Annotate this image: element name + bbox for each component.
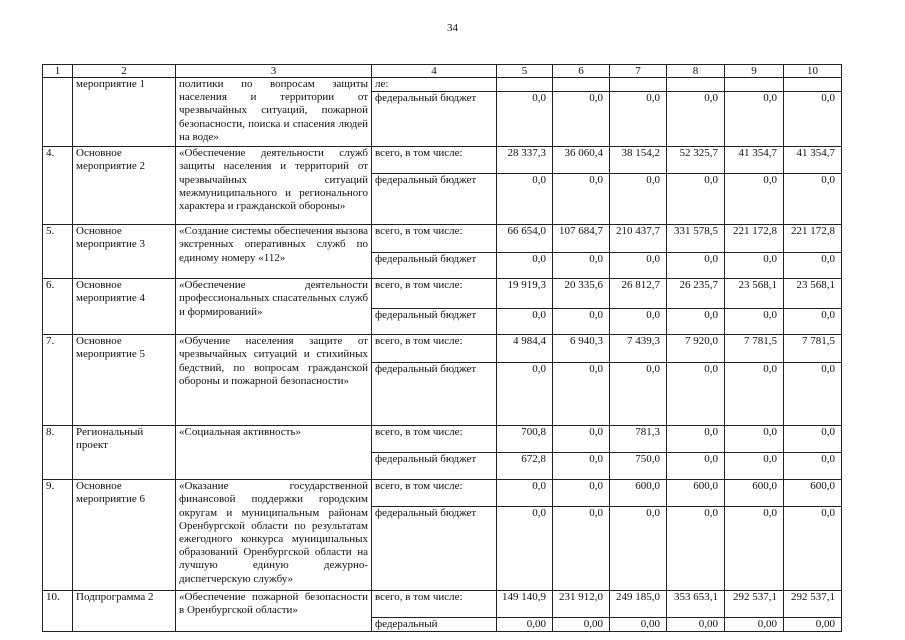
column-number-header xyxy=(43,65,842,78)
value-cell: 6 940,3 xyxy=(553,335,610,363)
column-header-7: 7 xyxy=(610,65,667,78)
funding-source-label: федеральный xyxy=(372,618,497,632)
value-cell: 0,00 xyxy=(553,618,610,632)
funding-source-label: федеральный бюджет xyxy=(372,507,497,591)
value-cell: 0,0 xyxy=(784,92,842,147)
value-cell: 0,0 xyxy=(725,363,784,426)
value-cell: 0,0 xyxy=(667,426,725,453)
table-row xyxy=(43,147,842,174)
value-cell: 331 578,5 xyxy=(667,225,725,253)
row-description: «Социальная активность» xyxy=(176,426,372,480)
value-cell: 0,0 xyxy=(497,363,553,426)
funding-source-label: федеральный бюджет xyxy=(372,174,497,225)
table-row xyxy=(43,78,842,92)
value-cell: 0,0 xyxy=(784,253,842,279)
funding-source-label: федеральный бюджет xyxy=(372,92,497,147)
funding-source-label: всего, в том числе: xyxy=(372,426,497,453)
column-header-5: 5 xyxy=(497,65,553,78)
funding-source-label: всего, в том числе: xyxy=(372,279,497,309)
value-cell: 292 537,1 xyxy=(784,591,842,618)
value-cell: 0,00 xyxy=(725,618,784,632)
value-cell: 0,0 xyxy=(725,174,784,225)
value-cell: 0,0 xyxy=(667,174,725,225)
value-cell: 0,0 xyxy=(784,363,842,426)
value-cell: 0,0 xyxy=(725,253,784,279)
value-cell: 41 354,7 xyxy=(784,147,842,174)
value-cell: 107 684,7 xyxy=(553,225,610,253)
value-cell: 0,0 xyxy=(667,92,725,147)
value-cell: 0,00 xyxy=(497,618,553,632)
value-cell: 0,0 xyxy=(497,253,553,279)
row-description: «Обеспечение деятельности профессиональных спасательных служб и формирований» xyxy=(176,279,372,335)
row-number: 4. xyxy=(43,147,73,225)
value-cell: 0,00 xyxy=(784,618,842,632)
value-cell xyxy=(497,78,553,92)
row-number: 5. xyxy=(43,225,73,279)
value-cell: 600,0 xyxy=(667,480,725,507)
value-cell: 0,0 xyxy=(610,92,667,147)
budget-table xyxy=(42,64,842,632)
value-cell: 36 060,4 xyxy=(553,147,610,174)
row-name: Основное мероприятие 2 xyxy=(73,147,176,225)
value-cell: 231 912,0 xyxy=(553,591,610,618)
value-cell: 0,0 xyxy=(667,453,725,480)
value-cell: 600,0 xyxy=(784,480,842,507)
value-cell: 292 537,1 xyxy=(725,591,784,618)
value-cell: 41 354,7 xyxy=(725,147,784,174)
column-header-8: 8 xyxy=(667,65,725,78)
funding-source-label: всего, в том числе: xyxy=(372,591,497,618)
row-name: Подпрограмма 2 xyxy=(73,591,176,632)
value-cell xyxy=(725,78,784,92)
value-cell: 52 325,7 xyxy=(667,147,725,174)
row-number xyxy=(43,78,73,147)
value-cell: 4 984,4 xyxy=(497,335,553,363)
value-cell: 66 654,0 xyxy=(497,225,553,253)
row-number: 7. xyxy=(43,335,73,426)
value-cell: 249 185,0 xyxy=(610,591,667,618)
value-cell: 20 335,6 xyxy=(553,279,610,309)
value-cell: 0,00 xyxy=(610,618,667,632)
row-description: «Создание системы обеспечения вызова экстренных оперативных служб по единому номеру «112» xyxy=(176,225,372,279)
value-cell: 0,0 xyxy=(610,363,667,426)
value-cell: 0,00 xyxy=(667,618,725,632)
value-cell: 221 172,8 xyxy=(725,225,784,253)
value-cell: 0,0 xyxy=(497,309,553,335)
value-cell: 0,0 xyxy=(553,426,610,453)
funding-source-label: всего, в том числе: xyxy=(372,335,497,363)
value-cell: 0,0 xyxy=(497,174,553,225)
value-cell xyxy=(610,78,667,92)
column-header-4: 4 xyxy=(372,65,497,78)
value-cell: 0,0 xyxy=(610,507,667,591)
funding-source-label: всего, в том числе: xyxy=(372,225,497,253)
row-name: мероприятие 1 xyxy=(73,78,176,147)
value-cell: 210 437,7 xyxy=(610,225,667,253)
value-cell: 23 568,1 xyxy=(784,279,842,309)
value-cell xyxy=(553,78,610,92)
table-row xyxy=(43,279,842,309)
value-cell: 0,0 xyxy=(610,174,667,225)
row-name: Основное мероприятие 4 xyxy=(73,279,176,335)
value-cell: 0,0 xyxy=(553,363,610,426)
column-header-6: 6 xyxy=(553,65,610,78)
value-cell: 0,0 xyxy=(610,253,667,279)
table-row xyxy=(43,480,842,507)
value-cell: 7 439,3 xyxy=(610,335,667,363)
value-cell: 0,0 xyxy=(784,426,842,453)
value-cell: 0,0 xyxy=(667,363,725,426)
value-cell: 0,0 xyxy=(497,92,553,147)
value-cell: 26 235,7 xyxy=(667,279,725,309)
value-cell: 0,0 xyxy=(667,309,725,335)
value-cell: 0,0 xyxy=(725,309,784,335)
value-cell: 0,0 xyxy=(553,507,610,591)
funding-source-label: ле: xyxy=(372,78,497,92)
value-cell: 700,8 xyxy=(497,426,553,453)
value-cell: 750,0 xyxy=(610,453,667,480)
value-cell: 7 920,0 xyxy=(667,335,725,363)
table-row xyxy=(43,225,842,253)
row-name: Основное мероприятие 5 xyxy=(73,335,176,426)
value-cell: 600,0 xyxy=(725,480,784,507)
column-header-1: 1 xyxy=(43,65,73,78)
value-cell xyxy=(784,78,842,92)
row-name: Региональный проект xyxy=(73,426,176,480)
value-cell: 28 337,3 xyxy=(497,147,553,174)
value-cell: 672,8 xyxy=(497,453,553,480)
row-number: 9. xyxy=(43,480,73,591)
value-cell: 0,0 xyxy=(784,174,842,225)
table-row xyxy=(43,426,842,453)
value-cell: 38 154,2 xyxy=(610,147,667,174)
value-cell: 0,0 xyxy=(725,507,784,591)
value-cell: 0,0 xyxy=(553,480,610,507)
funding-source-label: федеральный бюджет xyxy=(372,309,497,335)
value-cell: 149 140,9 xyxy=(497,591,553,618)
value-cell: 0,0 xyxy=(725,426,784,453)
value-cell: 0,0 xyxy=(553,174,610,225)
value-cell xyxy=(667,78,725,92)
table-row xyxy=(43,591,842,618)
row-description: «Оказание государственной финансовой поддержки городским округам и муниципальным районам Оренбургской области по результатам ежегодного конкурса муниципальных образований Оренбургской области на лучшую единую дежурно-диспетчерскую службу» xyxy=(176,480,372,591)
value-cell: 0,0 xyxy=(725,453,784,480)
value-cell: 221 172,8 xyxy=(784,225,842,253)
row-description: «Обеспечение пожарной безопасности в Оренбургской области» xyxy=(176,591,372,632)
value-cell: 7 781,5 xyxy=(725,335,784,363)
value-cell: 600,0 xyxy=(610,480,667,507)
value-cell: 0,0 xyxy=(610,309,667,335)
page-number: 34 xyxy=(447,22,458,34)
value-cell: 7 781,5 xyxy=(784,335,842,363)
row-number: 8. xyxy=(43,426,73,480)
funding-source-label: федеральный бюджет xyxy=(372,363,497,426)
column-header-10: 10 xyxy=(784,65,842,78)
table-row xyxy=(43,335,842,363)
funding-source-label: федеральный бюджет xyxy=(372,453,497,480)
column-header-2: 2 xyxy=(73,65,176,78)
row-name: Основное мероприятие 6 xyxy=(73,480,176,591)
funding-source-label: всего, в том числе: xyxy=(372,480,497,507)
value-cell: 781,3 xyxy=(610,426,667,453)
row-description: политики по вопросам защиты населения и территории от чрезвычайных ситуаций, пожарной безопасности, поиска и спасения людей на воде» xyxy=(176,78,372,147)
row-name: Основное мероприятие 3 xyxy=(73,225,176,279)
value-cell: 0,0 xyxy=(553,253,610,279)
value-cell: 0,0 xyxy=(667,507,725,591)
value-cell: 353 653,1 xyxy=(667,591,725,618)
funding-source-label: всего, в том числе: xyxy=(372,147,497,174)
value-cell: 0,0 xyxy=(553,92,610,147)
row-description: «Обеспечение деятельности служб защиты населения и территорий от чрезвычайных ситуаций межмуниципального и регионального характера и гражданской обороны» xyxy=(176,147,372,225)
value-cell: 0,0 xyxy=(784,453,842,480)
value-cell: 0,0 xyxy=(725,92,784,147)
value-cell: 0,0 xyxy=(497,480,553,507)
value-cell: 26 812,7 xyxy=(610,279,667,309)
value-cell: 0,0 xyxy=(553,453,610,480)
value-cell: 0,0 xyxy=(553,309,610,335)
row-description: «Обучение населения защите от чрезвычайных ситуаций и стихийных бедствий, по вопросам гражданской обороны и пожарной безопасности» xyxy=(176,335,372,426)
row-number: 10. xyxy=(43,591,73,632)
value-cell: 19 919,3 xyxy=(497,279,553,309)
funding-source-label: федеральный бюджет xyxy=(372,253,497,279)
value-cell: 0,0 xyxy=(667,253,725,279)
column-header-3: 3 xyxy=(176,65,372,78)
value-cell: 23 568,1 xyxy=(725,279,784,309)
column-header-9: 9 xyxy=(725,65,784,78)
value-cell: 0,0 xyxy=(784,309,842,335)
value-cell: 0,0 xyxy=(497,507,553,591)
row-number: 6. xyxy=(43,279,73,335)
value-cell: 0,0 xyxy=(784,507,842,591)
